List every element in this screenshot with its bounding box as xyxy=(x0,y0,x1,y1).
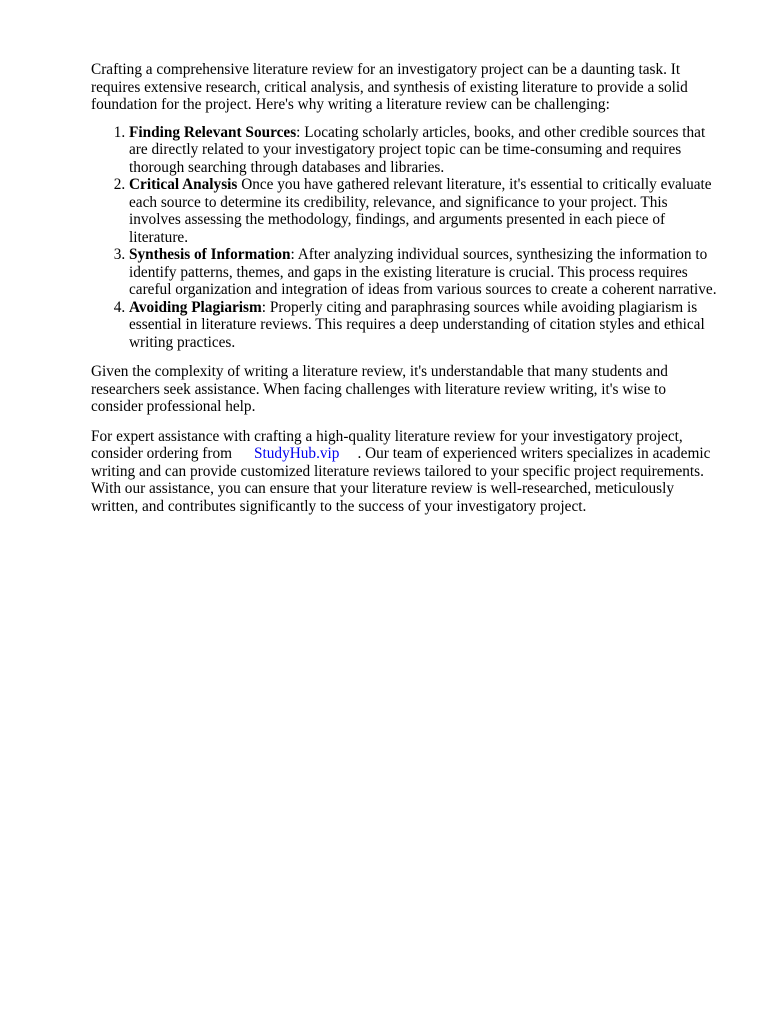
list-item-term: Avoiding Plagiarism xyxy=(129,298,262,316)
list-item-text: Properly citing and paraphrasing sources while avoiding plagiarism is essential in literature reviews. This requires a deep understanding of citation styles and ethical writing practices. xyxy=(129,298,705,351)
list-item xyxy=(129,176,721,246)
challenges-list xyxy=(91,124,721,352)
list-item-text: After analyzing individual sources, synthesizing the information to identify patterns, themes, and gaps in the existing literature is crucial. This process requires careful organization and integration of ideas from various sources to create a coherent narrative. xyxy=(129,246,717,298)
list-item xyxy=(129,124,721,177)
order-paragraph-rest: . Our team of experienced writers specializes in academic writing and can provide customized literature reviews tailored to your specific project requirements. With our assistance, you can ensure that your literature review is well-researched, meticulously written, and contributes significantly to the success of your investigatory project. xyxy=(91,445,711,515)
list-item-term: Critical Analysis xyxy=(129,176,238,193)
list-item-term: Synthesis of Information xyxy=(129,246,291,263)
list-item xyxy=(129,299,721,352)
list-item-text: Once you have gathered relevant literature, it's essential to critically evaluate each source to determine its credibility, relevance, and significance to your project. This involves assessing the methodology, findings, and arguments presented in each piece of literature. xyxy=(129,176,712,246)
list-item-separator: : xyxy=(261,298,270,316)
list-item-separator: : xyxy=(290,246,298,263)
assistance-paragraph: Given the complexity of writing a literature review, it's understandable that many students and researchers seek assistance. When facing challenges with literature review writing, it's wise to consider professional help. xyxy=(91,363,668,415)
list-item xyxy=(129,246,721,299)
list-item-text: Locating scholarly articles, books, and other credible sources that are directly related to your investigatory project topic can be time-consuming and requires thorough searching through databases and libraries. xyxy=(129,123,706,176)
list-item-term: Finding Relevant Sources xyxy=(129,123,297,141)
order-paragraph-lead: For expert assistance with crafting a high-quality literature review for your investigatory project, consider ordering from xyxy=(91,427,683,462)
intro-paragraph: Crafting a comprehensive literature review for an investigatory project can be a daunting task. It requires extensive research, critical analysis, and synthesis of existing literature to provide a solid foundation for the project. Here's why writing a literature review can be challenging: xyxy=(91,61,688,113)
list-item-separator: : xyxy=(296,123,305,141)
order-paragraph xyxy=(91,428,721,516)
studyhub-link[interactable]: StudyHub.vip xyxy=(254,445,340,462)
document-page xyxy=(91,61,721,515)
